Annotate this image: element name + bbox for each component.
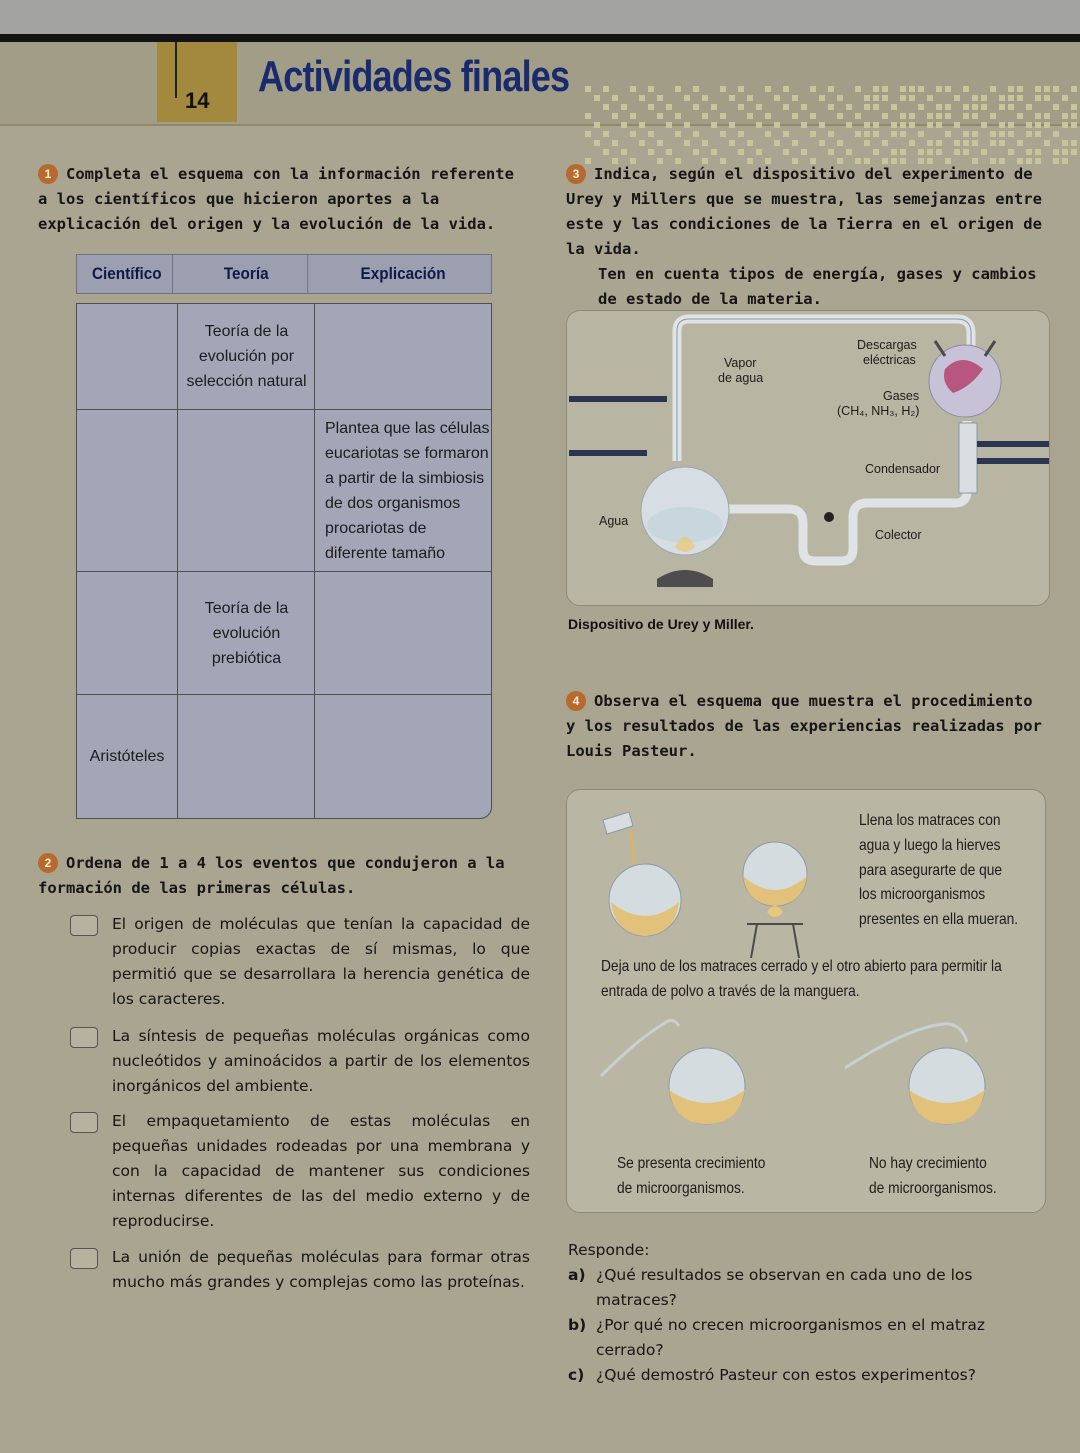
result-right-line: de microorganismos. [869, 1180, 997, 1197]
discharge-label-line2: eléctricas [863, 353, 916, 367]
responde-section [568, 1238, 1046, 1388]
theory-cell[interactable]: Teoría de la evolución por selección natural [177, 304, 315, 409]
pasteur-diagram [566, 789, 1046, 1213]
order-input-box[interactable] [70, 1248, 98, 1269]
column-header: Explicación [360, 264, 446, 283]
decorative-dot-pattern [585, 86, 1080, 164]
step1-text-line: Llena los matraces con [859, 812, 1001, 829]
apparatus-illustration [567, 311, 1049, 605]
column-header: Científico [82, 255, 172, 293]
page-title: Actividades finales [258, 52, 570, 101]
responde-item [568, 1313, 1046, 1363]
scientist-cell[interactable]: Aristóteles [89, 748, 165, 765]
discharge-label: Descargas [857, 338, 917, 352]
table-row [77, 304, 491, 410]
order-input-box[interactable] [70, 915, 98, 936]
item-text: ¿Qué resultados se observan en cada uno de los matraces? [596, 1266, 973, 1309]
item-letter: a) [568, 1266, 586, 1284]
question-hint: Ten en cuenta tipos de energía, gases y cambios de estado de la materia. [598, 265, 1037, 308]
gases-label: Gases [883, 389, 920, 403]
table-row [77, 572, 491, 695]
step2-text-line: entrada de polvo a través de la manguera. [601, 983, 860, 1000]
vapor-label-line2: de agua [718, 371, 764, 385]
urey-miller-diagram [566, 310, 1050, 606]
theory-cell[interactable] [177, 695, 315, 818]
scientists-table [76, 303, 492, 819]
option-text: La síntesis de pequeñas moléculas orgánicas como nucleótidos y aminoácidos a partir de los elementos inorgánicos del ambiente. [112, 1027, 530, 1095]
order-option [70, 1024, 530, 1099]
question-text: Indica, según el dispositivo del experimento de Urey y Millers que se muestra, las semejanzas entre este y las condiciones de la Tierra en el origen de la vida. [566, 165, 1042, 258]
collector-label: Colector [875, 528, 922, 542]
theory-cell[interactable] [177, 410, 315, 571]
responde-title: Responde: [568, 1241, 650, 1259]
question-number: 4 [566, 691, 586, 711]
question-2 [38, 851, 528, 901]
question-1 [38, 162, 528, 237]
condenser-label: Condensador [865, 462, 941, 476]
item-letter: b) [568, 1316, 587, 1334]
question-text: Ordena de 1 a 4 los eventos que condujeron a la formación de las primeras células. [38, 854, 505, 897]
table-header [76, 254, 492, 294]
item-letter: c) [568, 1366, 585, 1384]
gases-formula-label: (CH₄, NH₃, H₂) [837, 404, 920, 418]
question-text: Completa el esquema con la información referente a los científicos que hicieron aportes a la explicación del origen y la evolución de la vida. [38, 165, 514, 233]
top-margin [0, 0, 1080, 34]
step1-text-line: presentes en ella mueran. [859, 911, 1019, 928]
item-text: ¿Qué demostró Pasteur con estos experimentos? [596, 1366, 976, 1384]
result-left-line: de microorganismos. [617, 1180, 745, 1197]
step1-text-line: los microorganismos [859, 886, 986, 903]
vapor-label: Vapor [724, 356, 757, 370]
explanation-cell[interactable] [314, 695, 491, 818]
option-text: El empaquetamiento de estas moléculas en pequeñas unidades rodeadas por una membrana y con la capacidad de mantener sus condiciones internas diferentes de las del medio externo y de reproducirse. [112, 1112, 530, 1230]
question-4 [566, 689, 1050, 764]
result-left-line: Se presenta crecimiento [617, 1155, 766, 1172]
result-right-line: No hay crecimiento [869, 1155, 987, 1172]
order-option [70, 1109, 530, 1234]
explanation-cell[interactable] [314, 304, 491, 409]
question-text: Observa el esquema que muestra el procedimiento y los resultados de las experiencias realizadas por Louis Pasteur. [566, 692, 1042, 760]
theory-cell[interactable]: Teoría de la evolución prebiótica [177, 572, 315, 694]
step1-text-line: agua y luego la hierves [859, 837, 1001, 854]
scientist-cell[interactable] [77, 572, 177, 694]
page-number: 14 [185, 88, 210, 113]
question-number: 3 [566, 164, 586, 184]
step1-text-line: para asegurarte de que [859, 862, 1003, 879]
page-number-box [157, 42, 237, 122]
table-row [77, 410, 491, 572]
question-3 [566, 162, 1050, 312]
water-label: Agua [599, 514, 629, 528]
order-input-box[interactable] [70, 1027, 98, 1048]
table-row [77, 695, 491, 818]
header-rule [0, 34, 1080, 42]
diagram-caption: Dispositivo de Urey y Miller. [568, 616, 754, 632]
order-option [70, 1245, 530, 1295]
question-number: 2 [38, 853, 58, 873]
question-number: 1 [38, 164, 58, 184]
item-text: ¿Por qué no crecen microorganismos en el matraz cerrado? [596, 1316, 985, 1359]
step2-text-line: Deja uno de los matraces cerrado y el otro abierto para permitir la [601, 958, 1002, 975]
explanation-cell[interactable]: Plantea que las células eucariotas se formaron a partir de la simbiosis de dos organismos procariotas de diferente tamaño [314, 410, 491, 571]
scientist-cell[interactable] [77, 304, 177, 409]
option-text: El origen de moléculas que tenían la capacidad de producir copias exactas de sí mismas, lo que permitió que se desarrollara la herencia genética de los caracteres. [112, 915, 530, 1008]
order-input-box[interactable] [70, 1112, 98, 1133]
responde-item [568, 1363, 1046, 1388]
column-header: Teoría [184, 255, 308, 293]
explanation-cell[interactable] [314, 572, 491, 694]
responde-item [568, 1263, 1046, 1313]
scientist-cell[interactable] [77, 410, 177, 571]
option-text: La unión de pequeñas moléculas para formar otras mucho más grandes y complejas como las proteínas. [112, 1248, 530, 1291]
order-option [70, 912, 530, 1012]
